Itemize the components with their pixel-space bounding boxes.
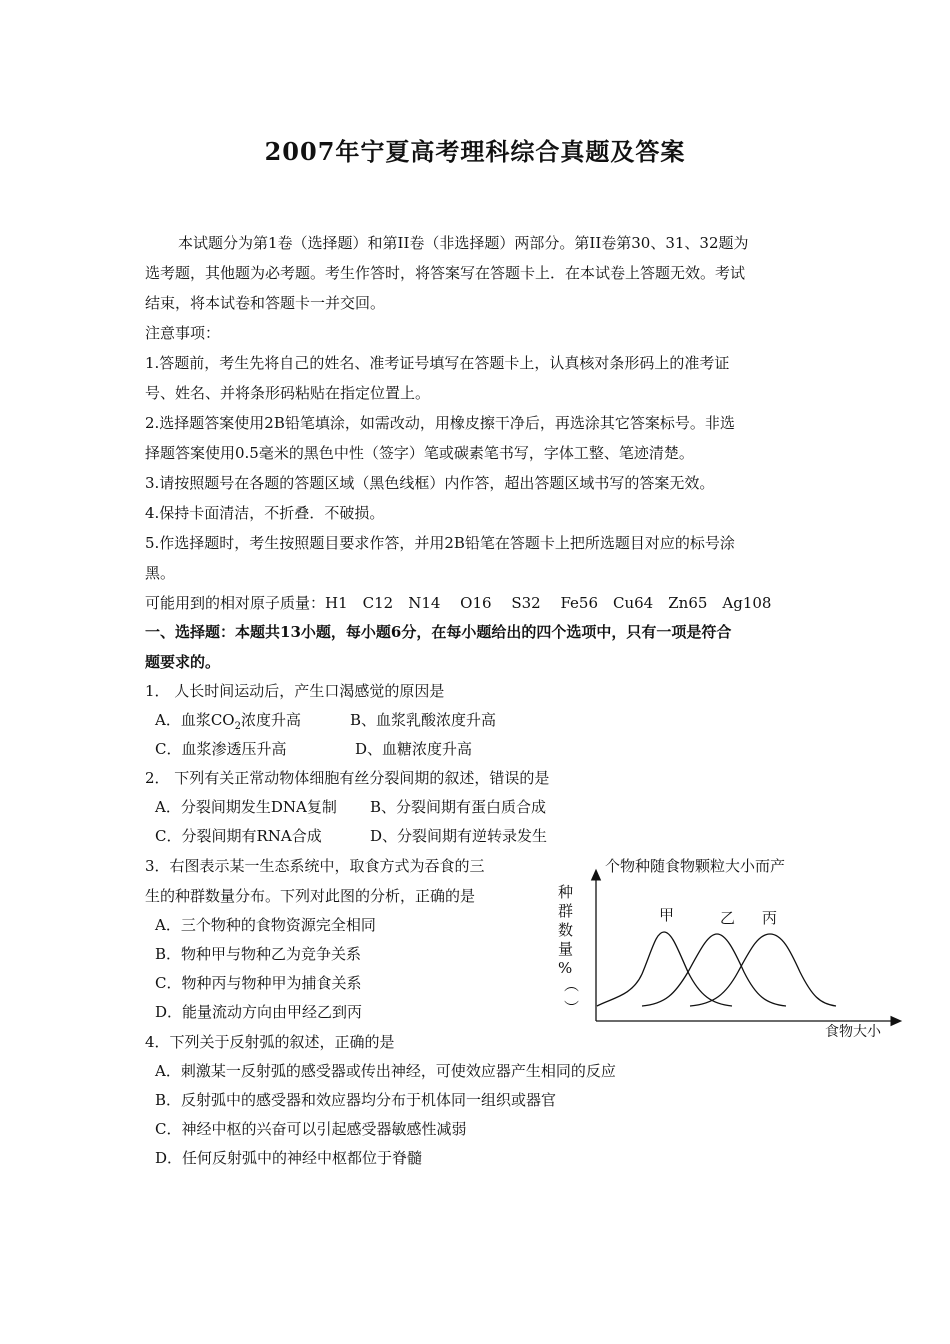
notice-line-1: 1.答题前，考生先将自己的姓名、准考证号填写在答题卡上，认真核对条形码上的准考证 bbox=[145, 354, 730, 372]
notice-line-3: 2.选择题答案使用2B铅笔填涂，如需改动，用橡皮擦干净后，再选涂其它答案标号。非选 bbox=[145, 414, 735, 432]
q1-option-b: B、血浆乳酸浓度升高 bbox=[350, 711, 497, 729]
y-axis-label-4: 量 bbox=[558, 940, 574, 958]
q3-stem-1b: 个物种随食物颗粒大小而产 bbox=[605, 857, 786, 875]
q3-option-c: C．物种丙与物种甲为捕食关系 bbox=[155, 974, 362, 992]
curve-label-bing: 丙 bbox=[762, 909, 778, 927]
notice-heading: 注意事项： bbox=[145, 324, 221, 342]
y-axis-label-2: 群 bbox=[558, 902, 574, 920]
intro-line-2: 选考题，其他题为必考题。考生作答时，将答案写在答题卡上．在本试卷上答题无效。考试 bbox=[145, 264, 746, 282]
q3-stem-2: 生的种群数量分布。下列对此图的分析，正确的是 bbox=[145, 887, 476, 905]
notice-line-2: 号、姓名、并将条形码粘贴在指定位置上。 bbox=[145, 384, 431, 402]
q1-option-d: D、血糖浓度升高 bbox=[355, 740, 473, 758]
y-axis-label-7: ︶ bbox=[564, 999, 580, 1017]
q1-stem: 1． 人长时间运动后，产生口渴感觉的原因是 bbox=[145, 682, 445, 700]
curve-label-jia: 甲 bbox=[659, 906, 675, 924]
notice-line-6: 4.保持卡面清洁，不折叠．不破损。 bbox=[145, 504, 385, 522]
y-axis-label-1: 种 bbox=[558, 883, 574, 901]
notice-line-8: 黑。 bbox=[145, 564, 176, 582]
y-axis-label-6: ︵ bbox=[564, 976, 580, 994]
q1-a-suffix: 浓度升高 bbox=[240, 711, 301, 729]
q2-option-d: D、分裂间期有逆转录发生 bbox=[370, 827, 548, 845]
q4-option-d: D．任何反射弧中的神经中枢都位于脊髓 bbox=[155, 1149, 423, 1167]
section1-heading-1: 一、选择题：本题共13小题，每小题6分，在每小题给出的四个选项中，只有一项是符合 bbox=[145, 623, 732, 641]
q3-option-d: D．能量流动方向由甲经乙到丙 bbox=[155, 1003, 363, 1021]
q1-a-sub: 2 bbox=[234, 721, 241, 732]
q4-option-c: C．神经中枢的兴奋可以引起感受器敏感性减弱 bbox=[155, 1120, 467, 1138]
q4-stem: 4．下列关于反射弧的叙述，正确的是 bbox=[145, 1033, 395, 1051]
curve-jia bbox=[597, 932, 732, 1006]
page-title: 2007年宁夏高考理科综合真题及答案 bbox=[264, 137, 686, 166]
curve-label-yi: 乙 bbox=[720, 909, 736, 927]
y-axis-label-3: 数 bbox=[558, 921, 574, 939]
intro-line-1: 本试题分为第1卷（选择题）和第II卷（非选择题）两部分。第II卷第30、31、32题为 bbox=[178, 234, 749, 252]
q2-option-a: A．分裂间期发生DNA复制 bbox=[155, 798, 337, 816]
q4-option-b: B．反射弧中的感受器和效应器均分布于机体同一组织或器官 bbox=[155, 1091, 557, 1109]
q1-a-prefix: A．血浆CO bbox=[155, 711, 235, 729]
q3-stem-1a: 3．右图表示某一生态系统中，取食方式为吞食的三 bbox=[145, 857, 485, 875]
section1-heading-2: 题要求的。 bbox=[145, 653, 221, 671]
x-axis-label: 食物大小 bbox=[825, 1024, 881, 1040]
q2-stem: 2． 下列有关正常动物体细胞有丝分裂间期的叙述，错误的是 bbox=[145, 769, 550, 787]
q2-option-c: C．分裂间期有RNA合成 bbox=[155, 827, 322, 845]
atomic-masses: 可能用到的相对原子质量：H1 C12 N14 O16 S32 Fe56 Cu64 Zn65 Ag108 bbox=[145, 594, 772, 612]
notice-line-7: 5.作选择题时，考生按照题目要求作答，并用2B铅笔在答题卡上把所选题目对应的标号涂 bbox=[145, 534, 735, 552]
notice-line-5: 3.请按照题号在各题的答题区域（黑色线框）内作答，超出答题区域书写的答案无效。 bbox=[145, 474, 715, 492]
notice-line-4: 择题答案使用0.5毫米的黑色中性（签字）笔或碳素笔书写，字体工整、笔迹清楚。 bbox=[145, 444, 694, 462]
curve-yi bbox=[642, 934, 786, 1006]
y-axis-label-5: % bbox=[558, 959, 573, 977]
curve-bing bbox=[690, 934, 836, 1006]
intro-line-3: 结束，将本试卷和答题卡一并交回。 bbox=[145, 294, 386, 312]
q3-option-a: A．三个物种的食物资源完全相同 bbox=[155, 916, 376, 934]
q1-option-c: C．血浆渗透压升高 bbox=[155, 740, 287, 758]
q3-option-b: B．物种甲与物种乙为竞争关系 bbox=[155, 945, 362, 963]
q2-option-b: B、分裂间期有蛋白质合成 bbox=[370, 798, 547, 816]
q4-option-a: A．刺激某一反射弧的感受器或传出神经，可使效应器产生相同的反应 bbox=[155, 1062, 616, 1080]
